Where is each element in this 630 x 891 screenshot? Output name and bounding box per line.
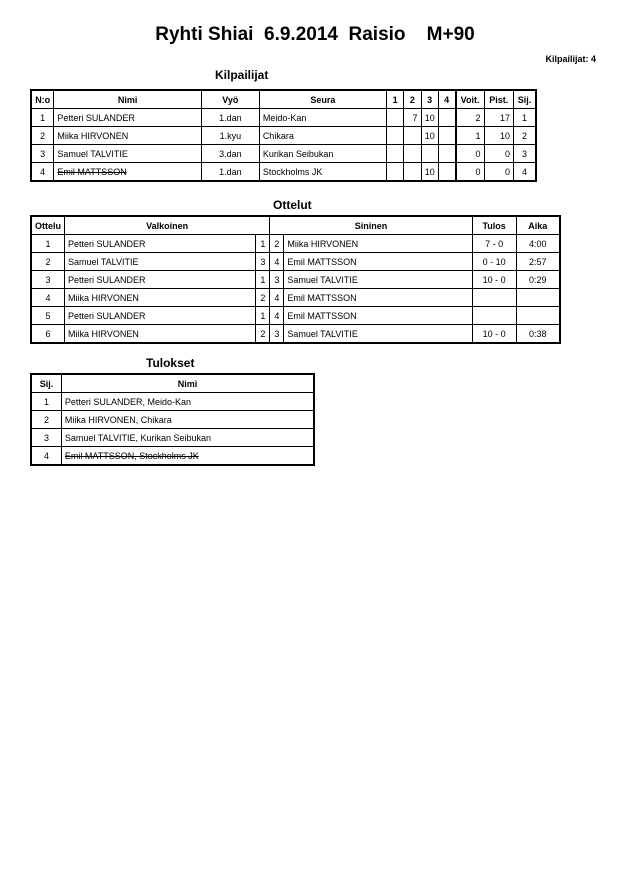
competitor-points: 0	[484, 145, 513, 163]
score-vs-2	[404, 163, 421, 182]
match-white-number: 1	[256, 307, 270, 325]
header-result: Tulos	[472, 216, 516, 235]
competitor-row	[31, 109, 536, 127]
competitor-no: 2	[31, 127, 54, 145]
competitor-wins: 0	[456, 163, 484, 182]
match-row	[31, 289, 560, 307]
score-vs-1	[386, 163, 403, 182]
result-row	[31, 393, 314, 411]
header-place: Sij.	[514, 90, 536, 109]
match-result	[472, 307, 516, 325]
result-name: Petteri SULANDER, Meido-Kan	[61, 393, 314, 411]
result-place: 2	[31, 411, 61, 429]
match-no: 5	[31, 307, 65, 325]
competitor-name: Samuel TALVITIE	[54, 145, 201, 163]
match-white-number: 2	[256, 325, 270, 344]
match-blue-name: Miika HIRVONEN	[284, 235, 472, 253]
competitor-club: Meido-Kan	[259, 109, 386, 127]
result-name: Samuel TALVITIE, Kurikan Seibukan	[61, 429, 314, 447]
header-belt: Vyö	[201, 90, 259, 109]
header-white: Valkoinen	[65, 216, 270, 235]
matches-table	[30, 215, 561, 344]
competitor-name: Miika HIRVONEN	[54, 127, 201, 145]
match-result: 10 - 0	[472, 271, 516, 289]
match-time: 0:38	[516, 325, 560, 344]
match-row	[31, 235, 560, 253]
match-blue-name: Emil MATTSSON	[284, 289, 472, 307]
score-vs-3: 10	[421, 127, 438, 145]
match-time: 2:57	[516, 253, 560, 271]
competitor-place: 4	[514, 163, 536, 182]
competitor-place: 2	[514, 127, 536, 145]
score-vs-2	[404, 127, 421, 145]
score-vs-2: 7	[404, 109, 421, 127]
competitors-table	[30, 89, 537, 182]
competitor-row	[31, 145, 536, 163]
match-white-name: Miika HIRVONEN	[65, 289, 256, 307]
match-white-name: Petteri SULANDER	[65, 271, 256, 289]
match-row	[31, 271, 560, 289]
header-club: Seura	[259, 90, 386, 109]
score-vs-1	[386, 127, 403, 145]
competitor-no: 3	[31, 145, 54, 163]
match-no: 4	[31, 289, 65, 307]
match-white-number: 2	[256, 289, 270, 307]
header-match-no: Ottelu	[31, 216, 65, 235]
header-result-name: Nimi	[61, 374, 314, 393]
match-white-number: 1	[256, 271, 270, 289]
competitor-place: 3	[514, 145, 536, 163]
competitor-belt: 1.dan	[201, 109, 259, 127]
competitor-club: Stockholms JK	[259, 163, 386, 182]
match-blue-name: Samuel TALVITIE	[284, 325, 472, 344]
competitor-wins: 0	[456, 145, 484, 163]
header-result-place: Sij.	[31, 374, 61, 393]
competitor-wins: 2	[456, 109, 484, 127]
header-blue: Sininen	[270, 216, 472, 235]
match-blue-name: Emil MATTSSON	[284, 307, 472, 325]
competitor-count: Kilpailijat: 4	[545, 54, 596, 64]
header-opp-1: 1	[386, 90, 403, 109]
competitor-row	[31, 127, 536, 145]
match-white-name: Miika HIRVONEN	[65, 325, 256, 344]
competitor-place: 1	[514, 109, 536, 127]
match-time	[516, 289, 560, 307]
score-vs-4	[438, 163, 455, 182]
match-blue-number: 2	[270, 235, 284, 253]
result-row	[31, 429, 314, 447]
header-opp-3: 3	[421, 90, 438, 109]
competitor-name: Petteri SULANDER	[54, 109, 201, 127]
match-blue-name: Samuel TALVITIE	[284, 271, 472, 289]
competitor-no: 4	[31, 163, 54, 182]
header-opp-2: 2	[404, 90, 421, 109]
result-place: 4	[31, 447, 61, 466]
match-result: 0 - 10	[472, 253, 516, 271]
result-row	[31, 411, 314, 429]
match-blue-number: 4	[270, 307, 284, 325]
score-vs-3: 10	[421, 109, 438, 127]
match-white-number: 3	[256, 253, 270, 271]
matches-section-title: Ottelut	[273, 198, 312, 212]
match-blue-number: 3	[270, 325, 284, 344]
match-no: 2	[31, 253, 65, 271]
header-no: N:o	[31, 90, 54, 109]
match-no: 1	[31, 235, 65, 253]
competitor-name: Emil MATTSSON	[54, 163, 201, 182]
score-vs-4	[438, 145, 455, 163]
match-white-name: Petteri SULANDER	[65, 307, 256, 325]
competitor-club: Chikara	[259, 127, 386, 145]
result-place: 1	[31, 393, 61, 411]
result-name: Emil MATTSSON, Stockholms JK	[61, 447, 314, 466]
match-time: 4:00	[516, 235, 560, 253]
match-result: 10 - 0	[472, 325, 516, 344]
match-no: 3	[31, 271, 65, 289]
competitor-points: 17	[484, 109, 513, 127]
match-time	[516, 307, 560, 325]
competitor-belt: 1.dan	[201, 163, 259, 182]
competitor-no: 1	[31, 109, 54, 127]
header-time: Aika	[516, 216, 560, 235]
competitor-club: Kurikan Seibukan	[259, 145, 386, 163]
score-vs-3: 10	[421, 163, 438, 182]
match-result: 7 - 0	[472, 235, 516, 253]
header-points: Pist.	[484, 90, 513, 109]
page-title: Ryhti Shiai 6.9.2014 Raisio M+90	[155, 24, 475, 45]
header-name: Nimi	[54, 90, 201, 109]
match-white-name: Petteri SULANDER	[65, 235, 256, 253]
match-no: 6	[31, 325, 65, 344]
score-vs-1	[386, 109, 403, 127]
match-time: 0:29	[516, 271, 560, 289]
match-row	[31, 253, 560, 271]
result-row	[31, 447, 314, 466]
match-white-number: 1	[256, 235, 270, 253]
competitor-points: 10	[484, 127, 513, 145]
match-blue-number: 4	[270, 253, 284, 271]
match-blue-name: Emil MATTSSON	[284, 253, 472, 271]
competitor-wins: 1	[456, 127, 484, 145]
match-result	[472, 289, 516, 307]
competitors-section-title: Kilpailijat	[215, 68, 269, 82]
result-name: Miika HIRVONEN, Chikara	[61, 411, 314, 429]
match-row	[31, 325, 560, 344]
score-vs-3	[421, 145, 438, 163]
results-table	[30, 373, 315, 466]
competitor-points: 0	[484, 163, 513, 182]
score-vs-4	[438, 127, 455, 145]
match-row	[31, 307, 560, 325]
result-place: 3	[31, 429, 61, 447]
header-wins: Voit.	[456, 90, 484, 109]
score-vs-4	[438, 109, 455, 127]
score-vs-1	[386, 145, 403, 163]
results-section-title: Tulokset	[146, 356, 195, 370]
match-blue-number: 4	[270, 289, 284, 307]
match-blue-number: 3	[270, 271, 284, 289]
match-white-name: Samuel TALVITIE	[65, 253, 256, 271]
competitor-belt: 3.dan	[201, 145, 259, 163]
score-vs-2	[404, 145, 421, 163]
header-opp-4: 4	[438, 90, 455, 109]
competitor-row	[31, 163, 536, 182]
competitor-belt: 1.kyu	[201, 127, 259, 145]
